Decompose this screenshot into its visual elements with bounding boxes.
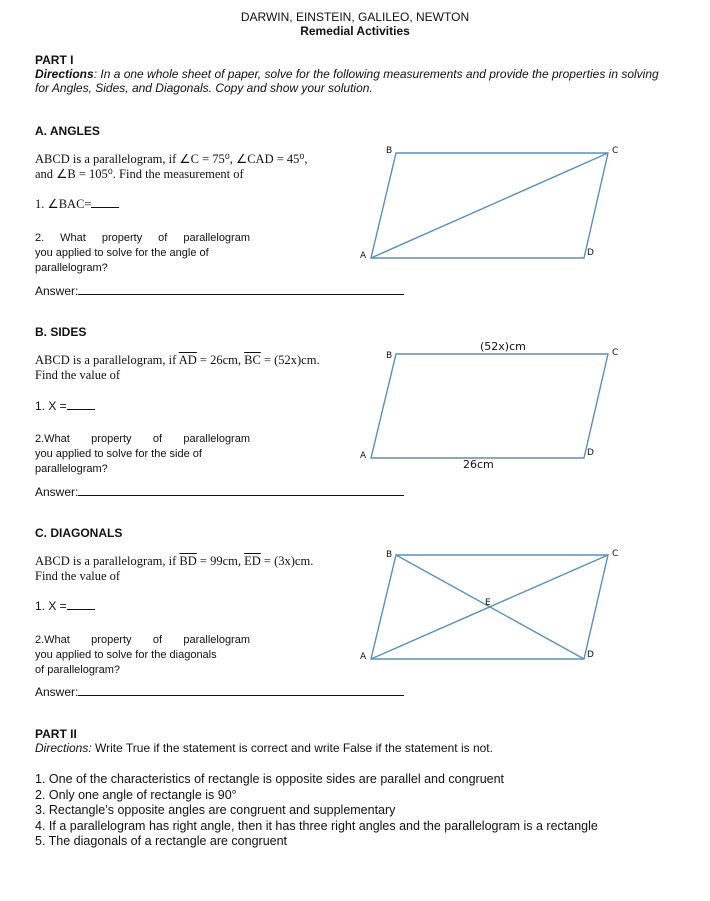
angles-problem-line2: and ∠B = 105⁰. Find the measurement of	[35, 167, 244, 181]
sides-segment-bc: $\overline{BC}$	[244, 353, 261, 367]
sides-q2-line1: 2.What property of parallelogram	[35, 433, 250, 445]
sides-q1	[35, 398, 95, 413]
part2-item: 1. One of the characteristics of rectangle is opposite sides are parallel and congruent	[35, 772, 505, 786]
sides-problem-mid1: = 26cm,	[196, 353, 245, 367]
diagonals-problem-mid1: = 99cm,	[196, 554, 245, 568]
diagonals-q2	[35, 633, 250, 678]
angles-problem-line1: ABCD is a parallelogram, if ∠C = 75⁰, ∠CAD = 45⁰,	[35, 152, 308, 166]
diagonals-problem-prefix: ABCD is a parallelogram, if	[35, 554, 180, 568]
sides-problem-line2: Find the value of	[35, 368, 121, 382]
angles-q2	[35, 231, 250, 276]
part2-list	[35, 772, 598, 850]
sides-label-b: B	[386, 351, 393, 361]
angles-heading: A. ANGLES	[35, 124, 100, 138]
angles-figure	[350, 140, 630, 270]
angles-label-c: C	[612, 146, 619, 156]
diagonals-problem-mid2: = (3x)cm.	[260, 554, 314, 568]
diagonals-segment-ed: $\overline{ED}$	[244, 554, 261, 568]
sides-problem-line1	[35, 353, 320, 368]
part1-directions-label: Directions	[35, 67, 94, 81]
sides-bottom-length: 26cm	[463, 458, 494, 471]
angles-answer-label: Answer:	[35, 284, 79, 298]
sides-q1-label: 1. X =	[35, 399, 67, 413]
header-names: DARWIN, EINSTEIN, GALILEO, NEWTON	[240, 10, 470, 24]
diagonals-label-e: E	[485, 598, 491, 608]
diagonals-label-c: C	[612, 549, 619, 559]
diagonals-answer-label: Answer:	[35, 685, 79, 699]
part2-item: 5. The diagonals of a rectangle are congruent	[35, 834, 288, 848]
part1-directions-line2: for Angles, Sides, and Diagonals. Copy and show your solution.	[35, 81, 373, 95]
angles-label-a: A	[360, 251, 367, 261]
sides-segment-ad: $\overline{AD}$	[178, 353, 197, 367]
sides-answer-label: Answer:	[35, 485, 79, 499]
header-subtitle: Remedial Activities	[300, 24, 410, 38]
sides-problem-prefix: ABCD is a parallelogram, if	[35, 353, 179, 367]
sides-q1-blank[interactable]	[67, 398, 95, 410]
diagonals-answer	[35, 684, 404, 699]
diagonals-q1	[35, 598, 95, 613]
angles-answer	[35, 283, 404, 298]
sides-answer	[35, 484, 404, 499]
sides-label-a: A	[360, 451, 367, 461]
part1-directions-text: : In a one whole sheet of paper, solve for the following measurements and provide the properties in solving	[93, 67, 659, 81]
part2-directions-label: Directions:	[35, 741, 92, 755]
angles-answer-line[interactable]	[78, 283, 404, 295]
sides-parallelogram	[371, 354, 608, 458]
sides-answer-line[interactable]	[78, 484, 404, 496]
angles-q1	[35, 196, 119, 212]
sides-q2-line2: you applied to solve for the side of	[35, 448, 202, 460]
diagonals-q1-blank[interactable]	[67, 598, 95, 610]
sides-problem-mid2: = (52x)cm.	[260, 353, 320, 367]
diagonals-label-a: A	[360, 652, 367, 662]
sides-label-d: D	[587, 448, 594, 458]
sides-q2-line3: parallelogram?	[35, 463, 108, 475]
part2-title: PART II	[35, 727, 77, 741]
angles-q2-line2: you applied to solve for the angle of	[35, 247, 209, 259]
angles-diagonal-ac	[371, 153, 608, 258]
diagonals-q2-line1: 2.What property of parallelogram	[35, 634, 250, 646]
sides-figure	[350, 338, 630, 473]
angles-q1-blank[interactable]	[91, 196, 119, 208]
diagonals-problem-line2: Find the value of	[35, 569, 121, 583]
diagonals-figure	[350, 540, 630, 670]
diagonals-q1-label: 1. X =	[35, 599, 67, 613]
part1-directions-line1	[35, 67, 659, 81]
diagonals-segment-bd: $\overline{BD}$	[179, 554, 197, 568]
sides-label-c: C	[612, 348, 619, 358]
part2-directions-text: Write True if the statement is correct and write False if the statement is not.	[91, 741, 493, 755]
diagonals-label-d: D	[587, 650, 594, 660]
diagonals-heading: C. DIAGONALS	[35, 526, 123, 540]
sides-q2	[35, 432, 250, 477]
angles-q2-line1: 2. What property of parallelogram	[35, 232, 250, 244]
diagonals-answer-line[interactable]	[78, 684, 404, 696]
sides-top-length: (52x)cm	[480, 340, 526, 353]
diagonals-q2-line2: you applied to solve for the diagonals	[35, 649, 217, 661]
part2-item: 2. Only one angle of rectangle is 90°	[35, 787, 237, 802]
angles-q1-label: 1. ∠BAC=	[35, 197, 92, 211]
angles-label-b: B	[386, 146, 393, 156]
part2-item: 3. Rectangle’s opposite angles are congruent and supplementary	[35, 803, 396, 817]
diagonals-problem-line1	[35, 554, 313, 569]
diagonals-q2-line3: of parallelogram?	[35, 664, 120, 676]
part2-directions	[35, 741, 493, 755]
angles-q2-line3: parallelogram?	[35, 262, 108, 274]
sides-heading: B. SIDES	[35, 325, 87, 339]
angles-label-d: D	[587, 248, 594, 258]
part1-title: PART I	[35, 53, 74, 67]
part2-item: 4. If a parallelogram has right angle, then it has three right angles and the parallelogram is a rectangle	[35, 818, 598, 833]
diagonals-label-b: B	[386, 550, 393, 560]
